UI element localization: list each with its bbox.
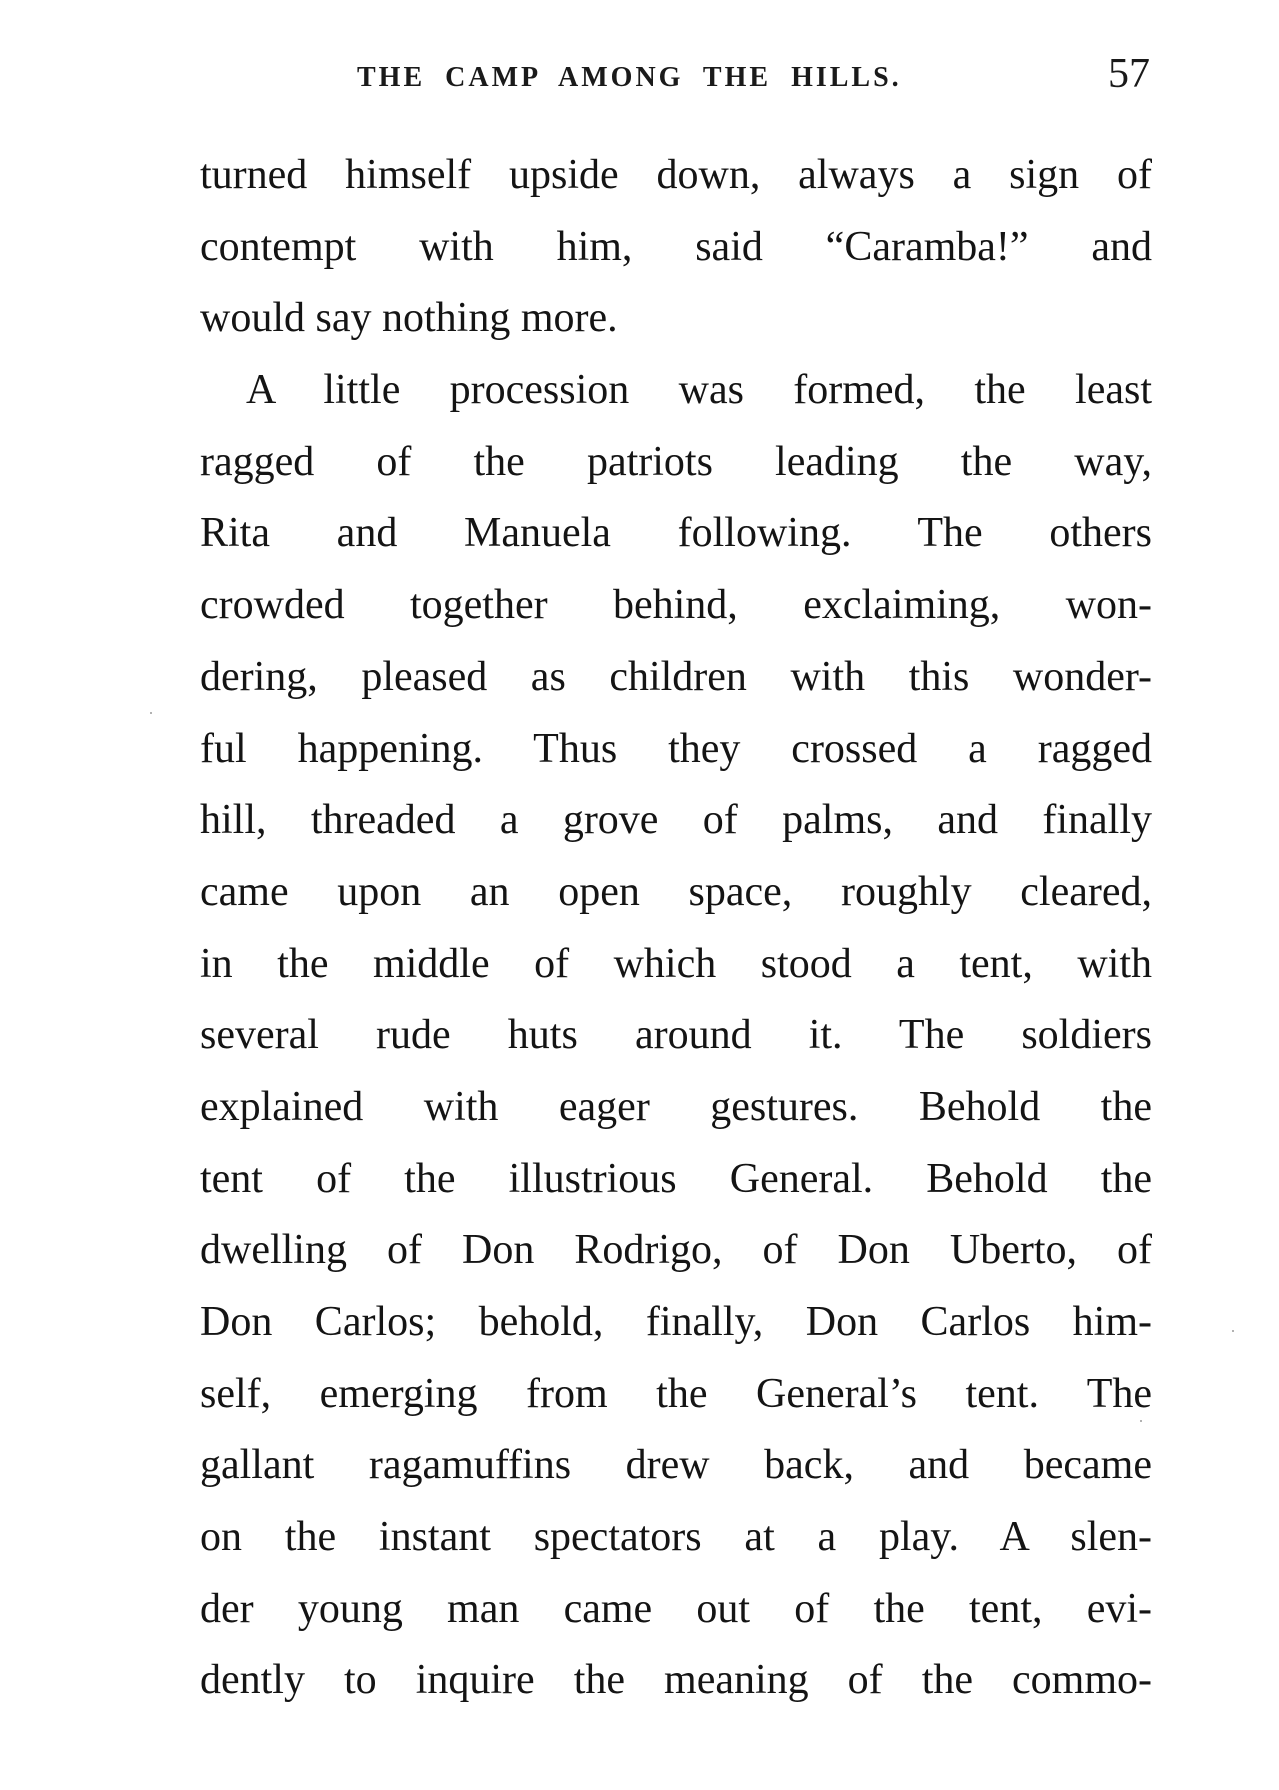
running-header	[200, 50, 1152, 110]
text-line: ful happening. Thus they crossed a ragged	[200, 725, 1152, 772]
paper-speck	[1232, 1330, 1234, 1332]
text-line: hill, threaded a grove of palms, and finally	[200, 797, 1152, 844]
text-line: explained with eager gestures. Behold the	[200, 1083, 1152, 1130]
text-line: turned himself upside down, always a sign of	[200, 152, 1152, 198]
running-title: THE CAMP AMONG THE HILLS.	[357, 62, 902, 93]
text-line: dently to inquire the meaning of the commo-	[200, 1657, 1152, 1704]
paper-speck	[150, 712, 152, 714]
text-line: several rude huts around it. The soldiers	[200, 1012, 1152, 1059]
body-text	[200, 140, 1152, 1717]
text-line: in the middle of which stood a tent, with	[200, 940, 1152, 987]
text-line: Don Carlos; behold, finally, Don Carlos him-	[200, 1299, 1152, 1345]
text-line: Rita and Manuela following. The others	[200, 510, 1152, 557]
text-line: A little procession was formed, the least	[246, 367, 1152, 414]
page-number: 57	[1108, 51, 1150, 97]
text-line: self, emerging from the General’s tent. The	[200, 1370, 1152, 1417]
text-line: contempt with him, said “Caramba!” and	[200, 223, 1152, 270]
text-line: der young man came out of the tent, evi-	[200, 1585, 1152, 1632]
text-line: dering, pleased as children with this wonder-	[200, 653, 1152, 700]
text-line: ragged of the patriots leading the way,	[200, 438, 1152, 485]
text-line: gallant ragamuffins drew back, and became	[200, 1442, 1152, 1489]
text-line: came upon an open space, roughly cleared,	[200, 868, 1152, 915]
text-line: tent of the illustrious General. Behold the	[200, 1155, 1152, 1202]
text-line: would say nothing more.	[200, 295, 618, 342]
paper-speck	[1140, 1420, 1142, 1422]
text-line: on the instant spectators at a play. A slen-	[200, 1514, 1152, 1561]
text-line: dwelling of Don Rodrigo, of Don Uberto, of	[200, 1227, 1152, 1274]
text-line: crowded together behind, exclaiming, won-	[200, 582, 1152, 629]
